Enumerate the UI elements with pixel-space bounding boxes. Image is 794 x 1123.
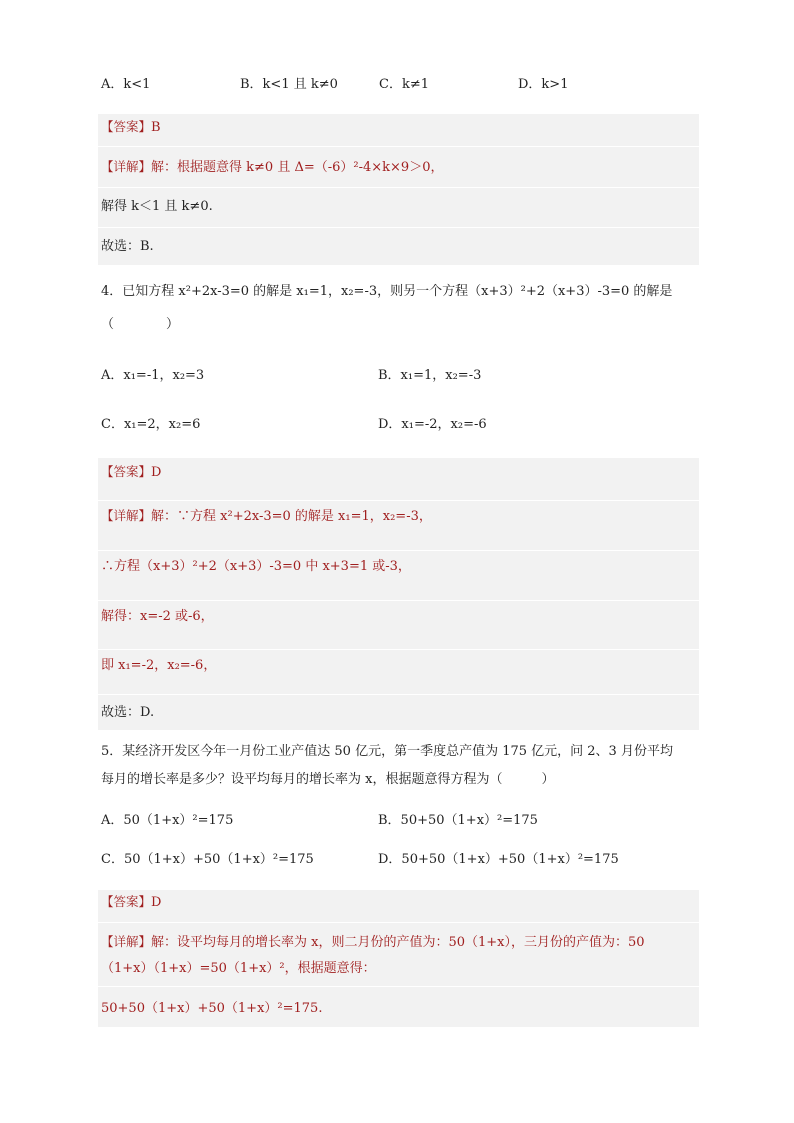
detail-tag: 【详解】 <box>101 159 152 174</box>
q5-option-c[interactable]: C．50（1+x）+50（1+x）²=175 <box>101 852 314 867</box>
q5-detail-line-2: （1+x）（1+x）=50（1+x）²，根据题意得： <box>101 961 376 976</box>
q3-option-b[interactable]: B．k<1 且 k≠0 <box>240 77 338 92</box>
q3-answer-line <box>101 118 161 137</box>
q4-answer-panel <box>98 458 699 730</box>
q3-option-c[interactable]: C．k≠1 <box>379 77 429 92</box>
q4-detail-line-3: 解得：x=-2 或-6， <box>101 609 214 624</box>
q4-option-b[interactable]: B．x₁=1，x₂=-3 <box>378 368 482 383</box>
q4-detail-line-1: 【详解】解：∵方程 x²+2x-3=0 的解是 x₁=1，x₂=-3， <box>101 508 432 524</box>
q5-stem-line-1: 5．某经济开发区今年一月份工业产值达 50 亿元，第一季度总产值为 175 亿元，问 2、3 月份平均 <box>101 744 673 759</box>
answer-value: D <box>151 895 162 910</box>
q5-detail-line-1: 【详解】解：设平均每月的增长率为 x，则二月份的产值为：50（1+x），三月份的产值为：50 <box>101 934 645 950</box>
answer-tag: 【答案】 <box>101 464 152 479</box>
q4-detail-line-4: 即 x₁=-2，x₂=-6， <box>101 658 217 673</box>
q5-detail-line-3: 50+50（1+x）+50（1+x）²=175. <box>101 1001 323 1016</box>
q5-stem-line-2: 每月的增长率是多少？设平均每月的增长率为 x，根据题意得方程为（ ） <box>101 772 555 787</box>
q3-detail-line-2: 解得 k＜1 且 k≠0. <box>101 199 213 214</box>
q5-answer-panel <box>98 890 699 1027</box>
q5-option-b[interactable]: B．50+50（1+x）²=175 <box>378 813 538 828</box>
q4-option-a[interactable]: A．x₁=-1，x₂=3 <box>101 368 205 383</box>
q3-option-d[interactable]: D．k>1 <box>518 77 569 92</box>
q4-stem-line-2: （ ） <box>101 317 180 332</box>
answer-value: B <box>151 120 161 135</box>
q3-option-a[interactable]: A．k<1 <box>101 77 151 92</box>
answer-tag: 【答案】 <box>101 894 152 909</box>
answer-value: D <box>151 465 162 480</box>
q5-answer-line <box>101 893 161 912</box>
q3-detail-line-3: 故选：B. <box>101 239 154 254</box>
q4-stem-line-1: 4．已知方程 x²+2x-3=0 的解是 x₁=1，x₂=-3，则另一个方程（x+3）²+2（x+3）-3=0 的解是 <box>101 284 673 299</box>
q5-option-a[interactable]: A．50（1+x）²=175 <box>101 813 234 828</box>
q4-option-c[interactable]: C．x₁=2，x₂=6 <box>101 417 201 432</box>
q4-answer-line <box>101 463 161 482</box>
q4-detail-line-2: ∴方程（x+3）²+2（x+3）-3=0 中 x+3=1 或-3， <box>101 559 411 574</box>
q3-answer-panel <box>98 114 699 265</box>
answer-tag: 【答案】 <box>101 119 152 134</box>
detail-tag: 【详解】 <box>101 934 152 949</box>
q5-option-d[interactable]: D．50+50（1+x）+50（1+x）²=175 <box>378 852 619 867</box>
q4-detail-line-5: 故选：D. <box>101 705 155 720</box>
detail-tag: 【详解】 <box>101 508 152 523</box>
q4-option-d[interactable]: D．x₁=-2，x₂=-6 <box>378 417 487 432</box>
q3-detail-line-1: 【详解】解：根据题意得 k≠0 且 Δ=（-6）²-4×k×9＞0， <box>101 159 444 175</box>
